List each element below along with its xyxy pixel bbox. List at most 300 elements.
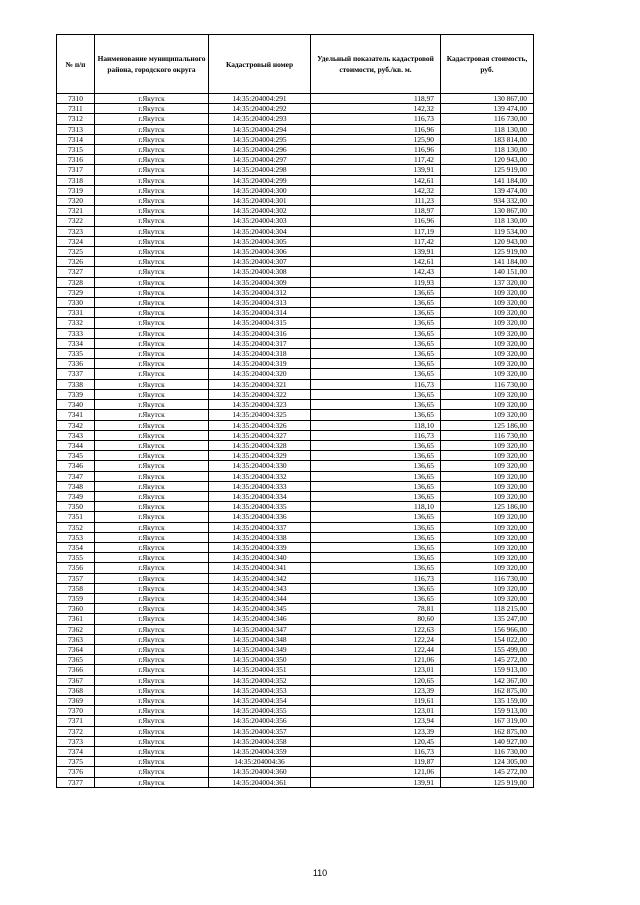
municipality-cell: г.Якутск bbox=[95, 532, 209, 542]
municipality-cell: г.Якутск bbox=[95, 624, 209, 634]
row-number-cell: 7312 bbox=[57, 114, 95, 124]
table-row bbox=[57, 124, 534, 134]
row-number-cell: 7327 bbox=[57, 267, 95, 277]
cadastral-number-cell: 14:35:204004:350 bbox=[209, 655, 311, 665]
unit-value-cell: 119,93 bbox=[311, 277, 441, 287]
row-number-cell: 7359 bbox=[57, 593, 95, 603]
cadastral-number-cell: 14:35:204004:354 bbox=[209, 695, 311, 705]
cadastral-value-cell: 145 272,00 bbox=[441, 767, 534, 777]
municipality-cell: г.Якутск bbox=[95, 104, 209, 114]
cadastral-value-cell: 109 320,00 bbox=[441, 318, 534, 328]
row-number-cell: 7345 bbox=[57, 451, 95, 461]
unit-value-cell: 136,65 bbox=[311, 308, 441, 318]
cadastral-number-cell: 14:35:204004:291 bbox=[209, 94, 311, 104]
table-row bbox=[57, 767, 534, 777]
cadastral-number-cell: 14:35:204004:314 bbox=[209, 308, 311, 318]
table-row bbox=[57, 604, 534, 614]
unit-value-cell: 119,61 bbox=[311, 695, 441, 705]
cadastral-number-cell: 14:35:204004:319 bbox=[209, 359, 311, 369]
row-number-cell: 7313 bbox=[57, 124, 95, 134]
municipality-cell: г.Якутск bbox=[95, 665, 209, 675]
municipality-cell: г.Якутск bbox=[95, 706, 209, 716]
municipality-cell: г.Якутск bbox=[95, 400, 209, 410]
cadastral-value-cell: 120 943,00 bbox=[441, 155, 534, 165]
cadastral-number-cell: 14:35:204004:313 bbox=[209, 298, 311, 308]
unit-value-cell: 78,81 bbox=[311, 604, 441, 614]
row-number-cell: 7377 bbox=[57, 777, 95, 787]
unit-value-cell: 116,96 bbox=[311, 124, 441, 134]
municipality-cell: г.Якутск bbox=[95, 522, 209, 532]
row-number-cell: 7351 bbox=[57, 512, 95, 522]
unit-value-cell: 116,73 bbox=[311, 747, 441, 757]
municipality-cell: г.Якутск bbox=[95, 451, 209, 461]
municipality-cell: г.Якутск bbox=[95, 573, 209, 583]
municipality-cell: г.Якутск bbox=[95, 440, 209, 450]
row-number-cell: 7375 bbox=[57, 757, 95, 767]
row-number-cell: 7322 bbox=[57, 216, 95, 226]
municipality-cell: г.Якутск bbox=[95, 716, 209, 726]
unit-value-cell: 120,45 bbox=[311, 736, 441, 746]
cadastral-number-cell: 14:35:204004:355 bbox=[209, 706, 311, 716]
cadastral-value-cell: 109 320,00 bbox=[441, 522, 534, 532]
municipality-cell: г.Якутск bbox=[95, 471, 209, 481]
table-row bbox=[57, 287, 534, 297]
table-row bbox=[57, 114, 534, 124]
table-row bbox=[57, 318, 534, 328]
cadastral-number-cell: 14:35:204004:349 bbox=[209, 644, 311, 654]
cadastral-value-cell: 125 919,00 bbox=[441, 165, 534, 175]
municipality-cell: г.Якутск bbox=[95, 420, 209, 430]
unit-value-cell: 118,97 bbox=[311, 94, 441, 104]
cadastral-value-cell: 139 474,00 bbox=[441, 104, 534, 114]
table-row bbox=[57, 757, 534, 767]
municipality-cell: г.Якутск bbox=[95, 563, 209, 573]
municipality-cell: г.Якутск bbox=[95, 185, 209, 195]
cadastral-number-cell: 14:35:204004:334 bbox=[209, 491, 311, 501]
cadastral-number-cell: 14:35:204004:360 bbox=[209, 767, 311, 777]
cadastral-value-cell: 142 367,00 bbox=[441, 675, 534, 685]
municipality-cell: г.Якутск bbox=[95, 328, 209, 338]
cadastral-value-cell: 109 320,00 bbox=[441, 553, 534, 563]
cadastral-value-cell: 156 966,00 bbox=[441, 624, 534, 634]
municipality-cell: г.Якутск bbox=[95, 114, 209, 124]
cadastral-number-cell: 14:35:204004:316 bbox=[209, 328, 311, 338]
row-number-cell: 7353 bbox=[57, 532, 95, 542]
row-number-cell: 7328 bbox=[57, 277, 95, 287]
municipality-cell: г.Якутск bbox=[95, 757, 209, 767]
unit-value-cell: 136,65 bbox=[311, 318, 441, 328]
cadastral-number-cell: 14:35:204004:351 bbox=[209, 665, 311, 675]
cadastral-value-cell: 125 919,00 bbox=[441, 247, 534, 257]
cadastral-number-cell: 14:35:204004:322 bbox=[209, 389, 311, 399]
municipality-cell: г.Якутск bbox=[95, 747, 209, 757]
municipality-cell: г.Якутск bbox=[95, 145, 209, 155]
unit-value-cell: 136,65 bbox=[311, 512, 441, 522]
unit-value-cell: 122,63 bbox=[311, 624, 441, 634]
table-row bbox=[57, 226, 534, 236]
unit-value-cell: 117,42 bbox=[311, 236, 441, 246]
unit-value-cell: 123,39 bbox=[311, 685, 441, 695]
row-number-cell: 7338 bbox=[57, 379, 95, 389]
unit-value-cell: 136,65 bbox=[311, 440, 441, 450]
cadastral-number-cell: 14:35:204004:295 bbox=[209, 134, 311, 144]
municipality-cell: г.Якутск bbox=[95, 655, 209, 665]
header-municipality: Наименование муниципального района, городского округа bbox=[95, 35, 209, 94]
unit-value-cell: 136,65 bbox=[311, 481, 441, 491]
cadastral-number-cell: 14:35:204004:359 bbox=[209, 747, 311, 757]
cadastral-value-cell: 125 186,00 bbox=[441, 420, 534, 430]
municipality-cell: г.Якутск bbox=[95, 349, 209, 359]
municipality-cell: г.Якутск bbox=[95, 614, 209, 624]
cadastral-number-cell: 14:35:204004:343 bbox=[209, 583, 311, 593]
cadastral-number-cell: 14:35:204004:356 bbox=[209, 716, 311, 726]
cadastral-number-cell: 14:35:204004:301 bbox=[209, 196, 311, 206]
cadastral-value-cell: 109 320,00 bbox=[441, 410, 534, 420]
unit-value-cell: 136,65 bbox=[311, 349, 441, 359]
cadastral-number-cell: 14:35:204004:358 bbox=[209, 736, 311, 746]
row-number-cell: 7363 bbox=[57, 634, 95, 644]
municipality-cell: г.Якутск bbox=[95, 155, 209, 165]
municipality-cell: г.Якутск bbox=[95, 512, 209, 522]
row-number-cell: 7371 bbox=[57, 716, 95, 726]
row-number-cell: 7317 bbox=[57, 165, 95, 175]
table-row bbox=[57, 185, 534, 195]
cadastral-number-cell: 14:35:204004:330 bbox=[209, 461, 311, 471]
table-row bbox=[57, 175, 534, 185]
cadastral-number-cell: 14:35:204004:357 bbox=[209, 726, 311, 736]
cadastral-number-cell: 14:35:204004:361 bbox=[209, 777, 311, 787]
cadastral-number-cell: 14:35:204004:320 bbox=[209, 369, 311, 379]
cadastral-value-cell: 120 943,00 bbox=[441, 236, 534, 246]
municipality-cell: г.Якутск bbox=[95, 604, 209, 614]
unit-value-cell: 123,01 bbox=[311, 665, 441, 675]
table-row bbox=[57, 747, 534, 757]
header-cadastral-value: Кадастровая стоимость, руб. bbox=[441, 35, 534, 94]
municipality-cell: г.Якутск bbox=[95, 338, 209, 348]
unit-value-cell: 117,19 bbox=[311, 226, 441, 236]
row-number-cell: 7330 bbox=[57, 298, 95, 308]
row-number-cell: 7337 bbox=[57, 369, 95, 379]
table-row bbox=[57, 563, 534, 573]
row-number-cell: 7352 bbox=[57, 522, 95, 532]
cadastral-number-cell: 14:35:204004:340 bbox=[209, 553, 311, 563]
municipality-cell: г.Якутск bbox=[95, 318, 209, 328]
table-row bbox=[57, 267, 534, 277]
table-row bbox=[57, 706, 534, 716]
cadastral-value-cell: 162 875,00 bbox=[441, 685, 534, 695]
header-unit-value: Удельный показатель кадастровой стоимости, руб./кв. м. bbox=[311, 35, 441, 94]
table-row bbox=[57, 583, 534, 593]
unit-value-cell: 136,65 bbox=[311, 359, 441, 369]
cadastral-value-cell: 116 730,00 bbox=[441, 379, 534, 389]
row-number-cell: 7324 bbox=[57, 236, 95, 246]
municipality-cell: г.Якутск bbox=[95, 481, 209, 491]
unit-value-cell: 136,65 bbox=[311, 400, 441, 410]
table-row bbox=[57, 430, 534, 440]
cadastral-value-cell: 118 215,00 bbox=[441, 604, 534, 614]
row-number-cell: 7356 bbox=[57, 563, 95, 573]
row-number-cell: 7373 bbox=[57, 736, 95, 746]
municipality-cell: г.Якутск bbox=[95, 236, 209, 246]
cadastral-value-cell: 109 320,00 bbox=[441, 563, 534, 573]
cadastral-value-cell: 116 730,00 bbox=[441, 747, 534, 757]
table-header-row bbox=[57, 35, 534, 94]
table-row bbox=[57, 726, 534, 736]
unit-value-cell: 139,91 bbox=[311, 165, 441, 175]
table-row bbox=[57, 349, 534, 359]
cadastral-value-cell: 135 159,00 bbox=[441, 695, 534, 705]
unit-value-cell: 136,65 bbox=[311, 593, 441, 603]
row-number-cell: 7325 bbox=[57, 247, 95, 257]
cadastral-number-cell: 14:35:204004:325 bbox=[209, 410, 311, 420]
unit-value-cell: 136,65 bbox=[311, 410, 441, 420]
unit-value-cell: 136,65 bbox=[311, 522, 441, 532]
cadastral-value-cell: 109 320,00 bbox=[441, 471, 534, 481]
unit-value-cell: 136,65 bbox=[311, 471, 441, 481]
cadastral-value-cell: 116 730,00 bbox=[441, 430, 534, 440]
table-row bbox=[57, 247, 534, 257]
unit-value-cell: 136,65 bbox=[311, 287, 441, 297]
cadastral-number-cell: 14:35:204004:302 bbox=[209, 206, 311, 216]
cadastral-table-container bbox=[56, 34, 533, 788]
cadastral-number-cell: 14:35:204004:327 bbox=[209, 430, 311, 440]
table-row bbox=[57, 532, 534, 542]
row-number-cell: 7365 bbox=[57, 655, 95, 665]
unit-value-cell: 123,39 bbox=[311, 726, 441, 736]
cadastral-number-cell: 14:35:204004:323 bbox=[209, 400, 311, 410]
table-row bbox=[57, 338, 534, 348]
unit-value-cell: 118,10 bbox=[311, 420, 441, 430]
cadastral-value-cell: 135 247,00 bbox=[441, 614, 534, 624]
table-row bbox=[57, 359, 534, 369]
row-number-cell: 7372 bbox=[57, 726, 95, 736]
cadastral-number-cell: 14:35:204004:328 bbox=[209, 440, 311, 450]
row-number-cell: 7347 bbox=[57, 471, 95, 481]
cadastral-number-cell: 14:35:204004:347 bbox=[209, 624, 311, 634]
cadastral-value-cell: 109 320,00 bbox=[441, 461, 534, 471]
cadastral-number-cell: 14:35:204004:353 bbox=[209, 685, 311, 695]
cadastral-number-cell: 14:35:204004:326 bbox=[209, 420, 311, 430]
cadastral-number-cell: 14:35:204004:341 bbox=[209, 563, 311, 573]
municipality-cell: г.Якутск bbox=[95, 685, 209, 695]
cadastral-number-cell: 14:35:204004:352 bbox=[209, 675, 311, 685]
unit-value-cell: 142,43 bbox=[311, 267, 441, 277]
cadastral-number-cell: 14:35:204004:307 bbox=[209, 257, 311, 267]
table-row bbox=[57, 675, 534, 685]
cadastral-number-cell: 14:35:204004:306 bbox=[209, 247, 311, 257]
row-number-cell: 7350 bbox=[57, 502, 95, 512]
municipality-cell: г.Якутск bbox=[95, 124, 209, 134]
unit-value-cell: 136,65 bbox=[311, 451, 441, 461]
header-cadastral-number: Кадастровый номер bbox=[209, 35, 311, 94]
row-number-cell: 7314 bbox=[57, 134, 95, 144]
municipality-cell: г.Якутск bbox=[95, 389, 209, 399]
municipality-cell: г.Якутск bbox=[95, 644, 209, 654]
row-number-cell: 7357 bbox=[57, 573, 95, 583]
table-row bbox=[57, 665, 534, 675]
unit-value-cell: 136,65 bbox=[311, 553, 441, 563]
table-row bbox=[57, 491, 534, 501]
row-number-cell: 7344 bbox=[57, 440, 95, 450]
table-row bbox=[57, 379, 534, 389]
table-row bbox=[57, 634, 534, 644]
row-number-cell: 7310 bbox=[57, 94, 95, 104]
cadastral-value-cell: 109 320,00 bbox=[441, 440, 534, 450]
cadastral-number-cell: 14:35:204004:36 bbox=[209, 757, 311, 767]
table-row bbox=[57, 206, 534, 216]
cadastral-value-cell: 162 875,00 bbox=[441, 726, 534, 736]
row-number-cell: 7354 bbox=[57, 542, 95, 552]
cadastral-value-cell: 109 320,00 bbox=[441, 512, 534, 522]
municipality-cell: г.Якутск bbox=[95, 767, 209, 777]
municipality-cell: г.Якутск bbox=[95, 736, 209, 746]
municipality-cell: г.Якутск bbox=[95, 461, 209, 471]
municipality-cell: г.Якутск bbox=[95, 777, 209, 787]
municipality-cell: г.Якутск bbox=[95, 277, 209, 287]
table-row bbox=[57, 614, 534, 624]
row-number-cell: 7368 bbox=[57, 685, 95, 695]
cadastral-number-cell: 14:35:204004:346 bbox=[209, 614, 311, 624]
row-number-cell: 7366 bbox=[57, 665, 95, 675]
cadastral-value-cell: 140 151,00 bbox=[441, 267, 534, 277]
table-row bbox=[57, 236, 534, 246]
row-number-cell: 7367 bbox=[57, 675, 95, 685]
row-number-cell: 7339 bbox=[57, 389, 95, 399]
unit-value-cell: 118,10 bbox=[311, 502, 441, 512]
unit-value-cell: 121,06 bbox=[311, 767, 441, 777]
cadastral-number-cell: 14:35:204004:335 bbox=[209, 502, 311, 512]
cadastral-value-cell: 109 320,00 bbox=[441, 287, 534, 297]
cadastral-number-cell: 14:35:204004:332 bbox=[209, 471, 311, 481]
row-number-cell: 7370 bbox=[57, 706, 95, 716]
cadastral-number-cell: 14:35:204004:345 bbox=[209, 604, 311, 614]
cadastral-value-cell: 109 320,00 bbox=[441, 481, 534, 491]
cadastral-number-cell: 14:35:204004:308 bbox=[209, 267, 311, 277]
cadastral-number-cell: 14:35:204004:336 bbox=[209, 512, 311, 522]
table-row bbox=[57, 512, 534, 522]
cadastral-number-cell: 14:35:204004:321 bbox=[209, 379, 311, 389]
cadastral-number-cell: 14:35:204004:342 bbox=[209, 573, 311, 583]
cadastral-value-cell: 109 320,00 bbox=[441, 349, 534, 359]
cadastral-value-cell: 167 319,00 bbox=[441, 716, 534, 726]
row-number-cell: 7374 bbox=[57, 747, 95, 757]
cadastral-number-cell: 14:35:204004:293 bbox=[209, 114, 311, 124]
unit-value-cell: 136,65 bbox=[311, 389, 441, 399]
cadastral-number-cell: 14:35:204004:318 bbox=[209, 349, 311, 359]
row-number-cell: 7315 bbox=[57, 145, 95, 155]
municipality-cell: г.Якутск bbox=[95, 267, 209, 277]
cadastral-value-cell: 109 320,00 bbox=[441, 369, 534, 379]
table-row bbox=[57, 471, 534, 481]
row-number-cell: 7349 bbox=[57, 491, 95, 501]
cadastral-value-cell: 183 814,00 bbox=[441, 134, 534, 144]
header-row-number: № п/п bbox=[57, 35, 95, 94]
cadastral-number-cell: 14:35:204004:304 bbox=[209, 226, 311, 236]
unit-value-cell: 121,06 bbox=[311, 655, 441, 665]
row-number-cell: 7362 bbox=[57, 624, 95, 634]
cadastral-number-cell: 14:35:204004:339 bbox=[209, 542, 311, 552]
table-row bbox=[57, 440, 534, 450]
row-number-cell: 7316 bbox=[57, 155, 95, 165]
cadastral-number-cell: 14:35:204004:329 bbox=[209, 451, 311, 461]
municipality-cell: г.Якутск bbox=[95, 502, 209, 512]
municipality-cell: г.Якутск bbox=[95, 196, 209, 206]
row-number-cell: 7364 bbox=[57, 644, 95, 654]
unit-value-cell: 136,65 bbox=[311, 491, 441, 501]
cadastral-number-cell: 14:35:204004:305 bbox=[209, 236, 311, 246]
unit-value-cell: 118,97 bbox=[311, 206, 441, 216]
cadastral-number-cell: 14:35:204004:315 bbox=[209, 318, 311, 328]
table-row bbox=[57, 655, 534, 665]
row-number-cell: 7321 bbox=[57, 206, 95, 216]
unit-value-cell: 136,65 bbox=[311, 461, 441, 471]
municipality-cell: г.Якутск bbox=[95, 257, 209, 267]
unit-value-cell: 111,23 bbox=[311, 196, 441, 206]
cadastral-value-cell: 159 913,00 bbox=[441, 706, 534, 716]
table-row bbox=[57, 104, 534, 114]
cadastral-number-cell: 14:35:204004:338 bbox=[209, 532, 311, 542]
unit-value-cell: 139,91 bbox=[311, 777, 441, 787]
cadastral-number-cell: 14:35:204004:297 bbox=[209, 155, 311, 165]
row-number-cell: 7332 bbox=[57, 318, 95, 328]
table-row bbox=[57, 410, 534, 420]
unit-value-cell: 116,96 bbox=[311, 216, 441, 226]
table-row bbox=[57, 134, 534, 144]
municipality-cell: г.Якутск bbox=[95, 287, 209, 297]
row-number-cell: 7361 bbox=[57, 614, 95, 624]
cadastral-number-cell: 14:35:204004:296 bbox=[209, 145, 311, 155]
cadastral-value-cell: 109 320,00 bbox=[441, 308, 534, 318]
cadastral-value-cell: 125 186,00 bbox=[441, 502, 534, 512]
cadastral-value-cell: 118 130,00 bbox=[441, 145, 534, 155]
cadastral-number-cell: 14:35:204004:294 bbox=[209, 124, 311, 134]
row-number-cell: 7376 bbox=[57, 767, 95, 777]
municipality-cell: г.Якутск bbox=[95, 359, 209, 369]
cadastral-number-cell: 14:35:204004:344 bbox=[209, 593, 311, 603]
unit-value-cell: 142,61 bbox=[311, 175, 441, 185]
cadastral-value-cell: 140 927,00 bbox=[441, 736, 534, 746]
table-row bbox=[57, 308, 534, 318]
table-row bbox=[57, 461, 534, 471]
municipality-cell: г.Якутск bbox=[95, 226, 209, 236]
row-number-cell: 7323 bbox=[57, 226, 95, 236]
cadastral-value-cell: 141 184,00 bbox=[441, 257, 534, 267]
unit-value-cell: 136,65 bbox=[311, 583, 441, 593]
table-row bbox=[57, 298, 534, 308]
row-number-cell: 7326 bbox=[57, 257, 95, 267]
unit-value-cell: 136,65 bbox=[311, 532, 441, 542]
row-number-cell: 7331 bbox=[57, 308, 95, 318]
row-number-cell: 7318 bbox=[57, 175, 95, 185]
unit-value-cell: 136,65 bbox=[311, 542, 441, 552]
cadastral-value-cell: 141 184,00 bbox=[441, 175, 534, 185]
municipality-cell: г.Якутск bbox=[95, 593, 209, 603]
table-row bbox=[57, 736, 534, 746]
cadastral-value-cell: 154 022,00 bbox=[441, 634, 534, 644]
municipality-cell: г.Якутск bbox=[95, 695, 209, 705]
table-row bbox=[57, 502, 534, 512]
row-number-cell: 7341 bbox=[57, 410, 95, 420]
row-number-cell: 7336 bbox=[57, 359, 95, 369]
cadastral-value-table bbox=[56, 34, 534, 788]
table-row bbox=[57, 777, 534, 787]
row-number-cell: 7329 bbox=[57, 287, 95, 297]
cadastral-value-cell: 124 305,00 bbox=[441, 757, 534, 767]
municipality-cell: г.Якутск bbox=[95, 410, 209, 420]
municipality-cell: г.Якутск bbox=[95, 542, 209, 552]
unit-value-cell: 119,87 bbox=[311, 757, 441, 767]
municipality-cell: г.Якутск bbox=[95, 634, 209, 644]
